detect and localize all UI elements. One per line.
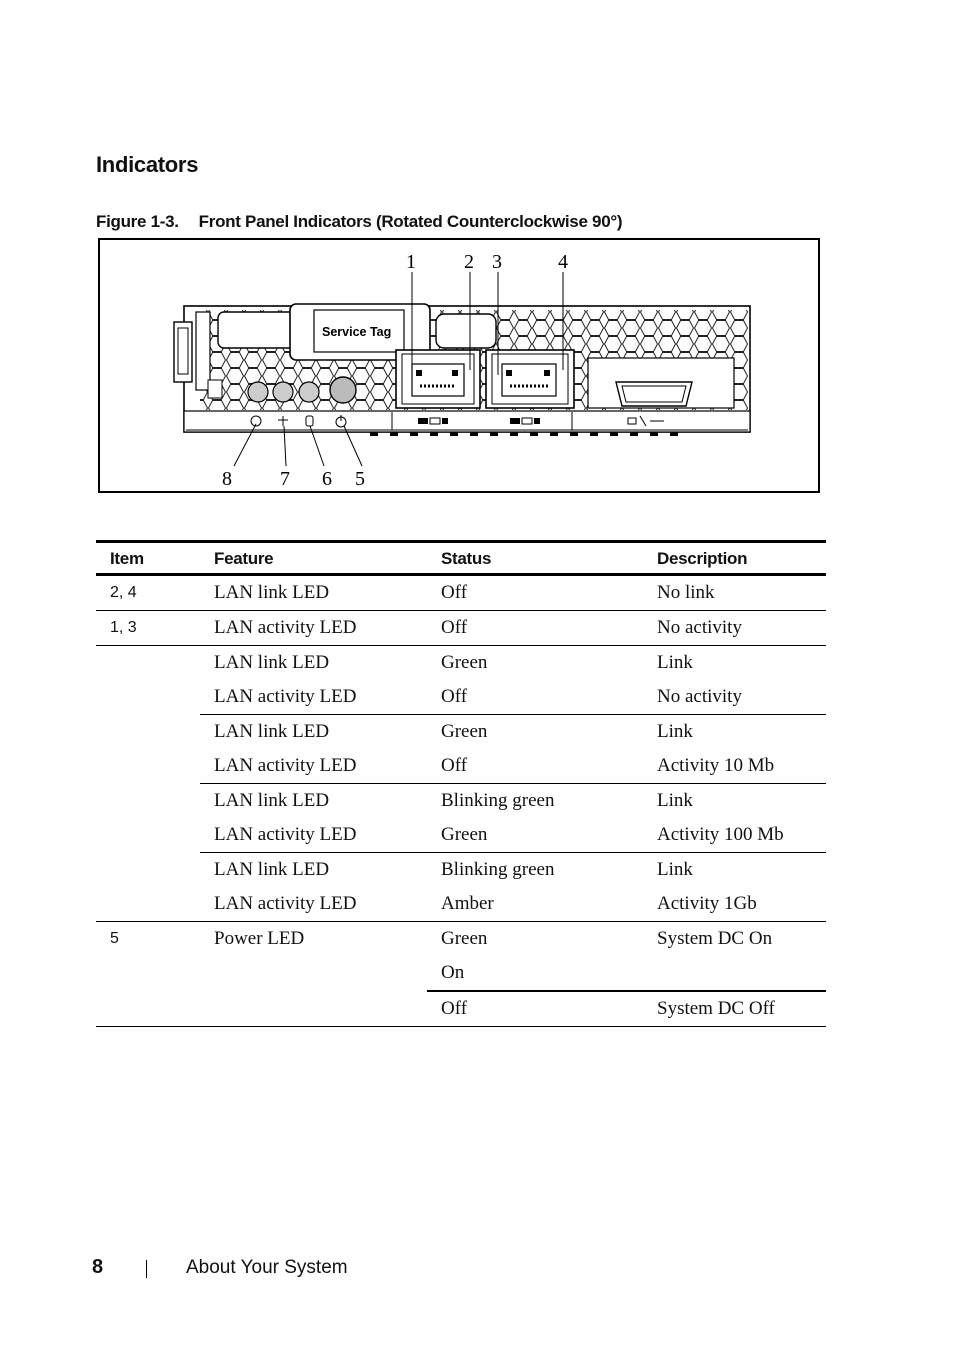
cell-feature: LAN link LED <box>200 575 427 611</box>
indicator-table <box>96 540 826 1027</box>
cell-feature: LAN link LED <box>214 721 330 742</box>
table-row <box>96 646 826 681</box>
cell-item: 1, 3 <box>96 611 200 646</box>
callout-8: 8 <box>222 468 232 490</box>
cell-status: Off <box>427 575 643 611</box>
cell-feature: LAN link LED <box>214 652 330 673</box>
cell-feature: LAN activity LED <box>200 887 427 922</box>
header-status: Status <box>427 542 643 575</box>
cell-status: On <box>441 962 465 983</box>
table-row <box>96 956 826 991</box>
cell-status: Green <box>441 721 488 742</box>
cell-description <box>643 956 826 991</box>
cell-item <box>96 749 200 784</box>
table-row <box>96 680 826 715</box>
cell-feature: LAN activity LED <box>200 749 427 784</box>
header-description: Description <box>643 542 826 575</box>
table-row <box>96 991 826 1027</box>
cell-description: System DC On <box>657 928 773 949</box>
cell-item <box>96 646 200 681</box>
callout-3: 3 <box>492 251 502 273</box>
cell-description: Activity 10 Mb <box>643 749 826 784</box>
cell-status: Off <box>427 749 643 784</box>
callout-1: 1 <box>406 251 416 273</box>
cell-status: Blinking green <box>441 859 555 880</box>
cell-description: System DC Off <box>643 991 826 1027</box>
table-row <box>96 715 826 750</box>
cell-feature: LAN activity LED <box>200 611 427 646</box>
table-row <box>96 611 826 646</box>
cell-status: Green <box>441 928 488 949</box>
table-row <box>96 818 826 853</box>
cell-feature: Power LED <box>214 928 305 949</box>
figure-caption <box>96 212 622 232</box>
cell-status: Off <box>427 611 643 646</box>
service-tag-label: Service Tag <box>322 325 392 339</box>
table-row <box>96 853 826 888</box>
cell-description: No activity <box>643 611 826 646</box>
cell-status: Amber <box>427 887 643 922</box>
cell-item <box>96 715 200 750</box>
figure-caption-label: Figure 1-3. <box>96 212 179 231</box>
cell-description: No activity <box>643 680 826 715</box>
cell-status: Blinking green <box>441 790 555 811</box>
cell-description: No link <box>643 575 826 611</box>
header-item: Item <box>96 542 200 575</box>
cell-feature: LAN activity LED <box>200 680 427 715</box>
cell-item <box>96 991 200 1027</box>
figure-caption-title: Front Panel Indicators (Rotated Counterclockwise 90°) <box>198 212 623 231</box>
table-row <box>96 922 826 957</box>
nic-port-1 <box>396 350 480 408</box>
callout-4: 4 <box>558 251 568 273</box>
table-row <box>96 575 826 611</box>
cell-item <box>96 680 200 715</box>
cell-description: Activity 1Gb <box>643 887 826 922</box>
cell-description: Link <box>657 652 693 673</box>
cell-description: Link <box>657 790 693 811</box>
cell-item <box>96 818 200 853</box>
table-header-row <box>96 542 826 575</box>
cell-item <box>96 887 200 922</box>
section-heading: Indicators <box>96 152 199 177</box>
front-panel-figure <box>98 238 820 493</box>
page-number: 8 <box>92 1256 104 1278</box>
callout-5: 5 <box>355 468 365 490</box>
cell-item <box>96 956 200 991</box>
cell-item <box>96 853 200 888</box>
cell-feature: LAN activity LED <box>200 818 427 853</box>
table-row <box>96 784 826 819</box>
cell-description: Link <box>657 721 693 742</box>
cell-item: 2, 4 <box>96 575 200 611</box>
cell-item <box>96 784 200 819</box>
front-panel-drawing <box>100 240 822 495</box>
cell-feature: LAN link LED <box>214 859 330 880</box>
cell-status: Green <box>441 652 488 673</box>
table-row <box>96 887 826 922</box>
cell-status: Green <box>427 818 643 853</box>
footer-section-title: About Your System <box>186 1257 348 1278</box>
header-feature: Feature <box>200 542 427 575</box>
table-row <box>96 749 826 784</box>
cell-status: Off <box>427 680 643 715</box>
nic-port-2 <box>486 350 574 408</box>
callout-2: 2 <box>464 251 474 273</box>
cell-status: Off <box>427 991 643 1027</box>
callout-6: 6 <box>322 468 332 490</box>
cell-feature <box>200 991 427 1027</box>
cell-feature: LAN link LED <box>214 790 330 811</box>
cell-feature <box>200 956 427 991</box>
cell-description: Activity 100 Mb <box>643 818 826 853</box>
cell-description: Link <box>657 859 693 880</box>
cell-item: 5 <box>110 930 119 947</box>
callout-7: 7 <box>280 468 290 490</box>
footer-divider <box>146 1260 147 1278</box>
